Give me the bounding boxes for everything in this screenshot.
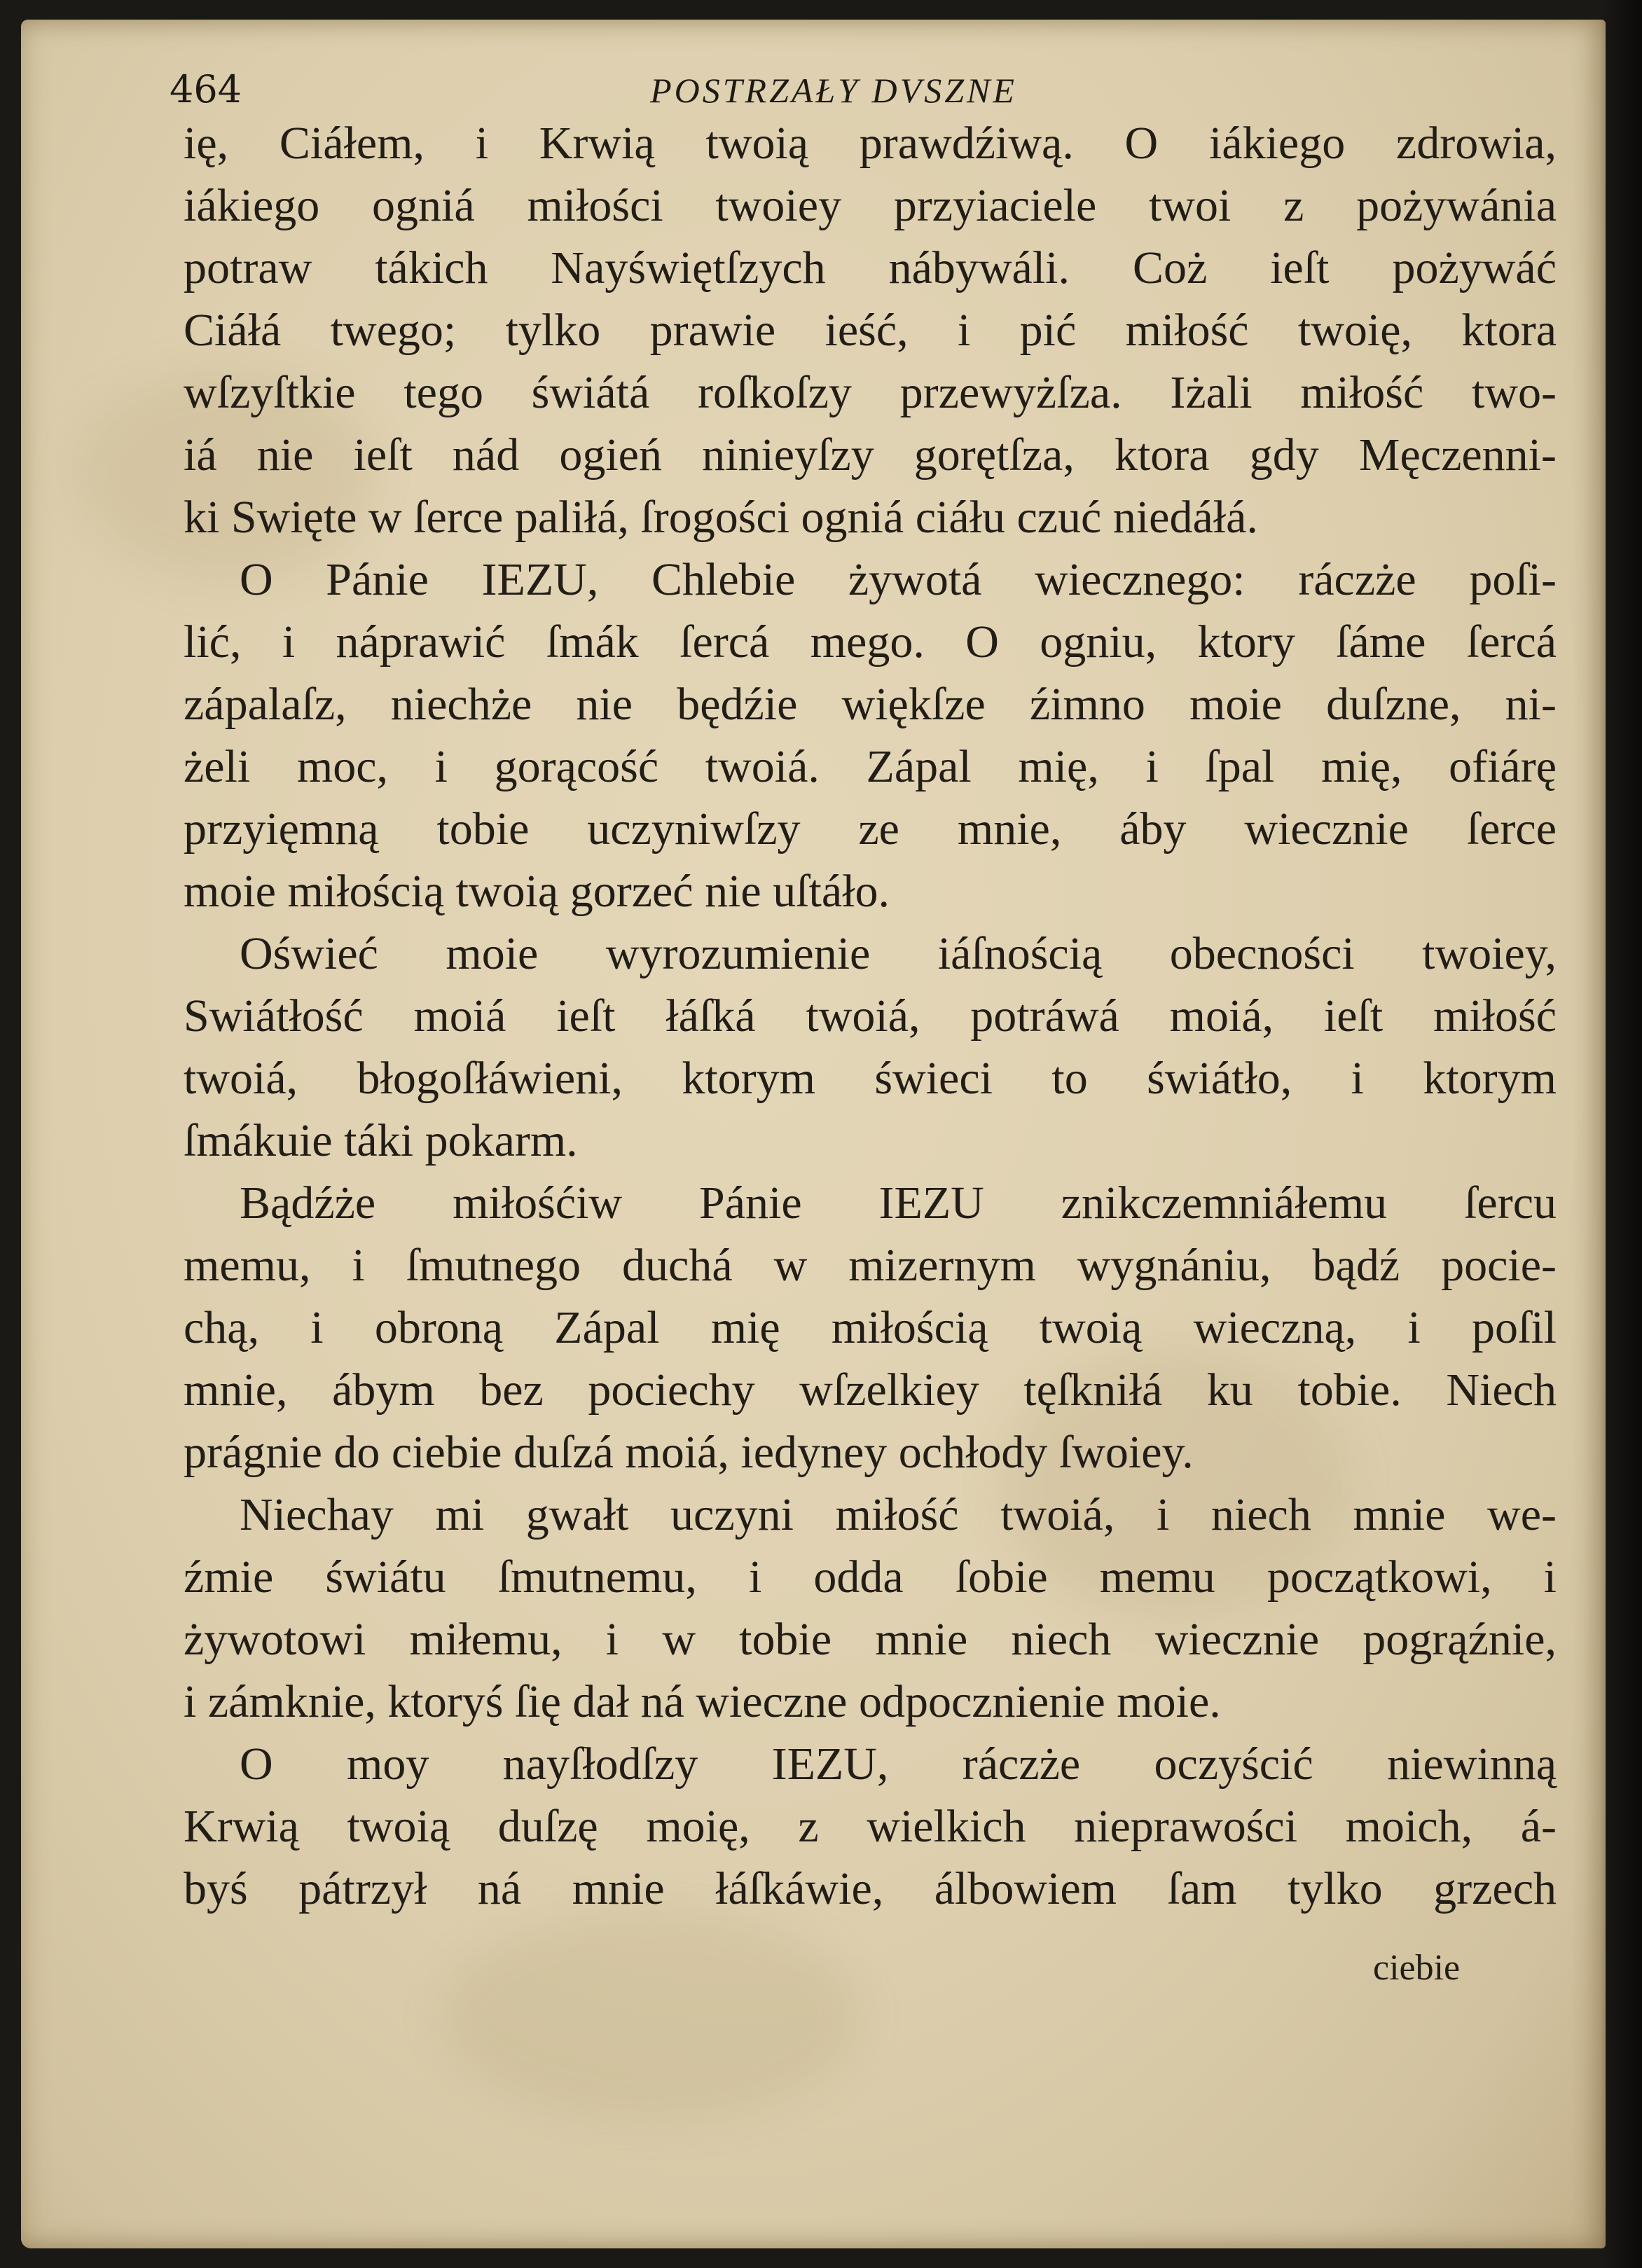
text-line: żywotowi miłemu, i w tobie mnie niech wiecznie pogrąźnie, (184, 1614, 1557, 1665)
text-line: ki Swięte w ſerce paliłá, ſrogości ogniá ciáłu czuć niedáłá. (184, 492, 1258, 543)
text-line: mnie, ábym bez pociechy wſzelkiey tęſkniłá ku tobie. Niech (184, 1364, 1557, 1416)
catchword: ciebie (1373, 1948, 1461, 1988)
text-line: Swiátłość moiá ieſt łáſká twoiá, potráwá moiá, ieſt miłość (184, 990, 1557, 1042)
text-line: ię, Ciáłem, i Krwią twoią prawdźiwą. O iákiego zdrowia, (184, 118, 1557, 169)
text-line: ſmákuie táki pokarm. (184, 1115, 578, 1166)
running-title: POSTRZAŁY DVSZNE (650, 71, 1017, 110)
text-line: wſzyſtkie tego świátá roſkoſzy przewyżſza. Iżali miłość two- (184, 367, 1557, 418)
text-line: O Pánie IEZU, Chlebie żywotá wiecznego: ráczże poſi- (240, 554, 1557, 605)
text-line: lić, i náprawić ſmák ſercá mego. O ogniu, ktory ſáme ſercá (184, 616, 1557, 668)
paper-stain (441, 1911, 862, 2121)
running-head (147, 63, 1520, 119)
text-line: byś pátrzył ná mnie łáſkáwie, álbowiem ſam tylko grzech (184, 1863, 1557, 1914)
text-line: moie miłością twoią gorzeć nie uſtáło. (184, 866, 890, 917)
text-line: chą, i obroną Zápal mię miłością twoią wieczną, i poſil (184, 1302, 1557, 1353)
text-line: iákiego ogniá miłości twoiey przyiaciele twoi z pożywánia (184, 180, 1557, 231)
text-line: przyięmną tobie uczyniwſzy ze mnie, áby wiecznie ſerce (184, 803, 1557, 855)
text-line: Niechay mi gwałt uczyni miłość twoiá, i niech mnie we- (240, 1489, 1557, 1540)
text-line: źmie świátu ſmutnemu, i odda ſobie memu początkowi, i (184, 1551, 1557, 1603)
text-line: prágnie do ciebie duſzá moiá, iedyney ochłody ſwoiey. (184, 1427, 1194, 1478)
text-line: O moy nayſłodſzy IEZU, ráczże oczyścić niewinną (240, 1738, 1557, 1790)
page-number: 464 (170, 67, 242, 111)
text-line: i zámknie, ktoryś ſię dał ná wieczne odpocznienie moie. (184, 1676, 1221, 1727)
text-line: żeli moc, i gorącość twoiá. Zápal mię, i ſpal mię, ofiárę (184, 741, 1557, 792)
text-line: Oświeć moie wyrozumienie iáſnością obecności twoiey, (240, 928, 1557, 979)
text-line: Krwią twoią duſzę moię, z wielkich nieprawości moich, á- (184, 1801, 1557, 1852)
text-line: twoiá, błogoſłáwieni, ktorym świeci to świátło, i ktorym (184, 1053, 1557, 1104)
page-edge-shadow (1600, 0, 1642, 2268)
text-line: iá nie ieſt nád ogień ninieyſzy gorętſza, ktora gdy Męczenni- (184, 429, 1557, 480)
text-line: Ciáłá twego; tylko prawie ieść, i pić miłość twoię, ktora (184, 305, 1557, 356)
text-line: Bądźże miłośćiw Pánie IEZU znikczemniáłemu ſercu (240, 1177, 1557, 1229)
text-line: zápalaſz, niechże nie będźie więkſze źimno moie duſzne, ni- (184, 679, 1557, 730)
text-line: memu, i ſmutnego duchá w mizernym wygnániu, bądź pocie- (184, 1240, 1557, 1291)
body-text (184, 112, 1557, 1920)
text-line: potraw tákich Nayświętſzych nábywáli. Coż ieſt pożywáć (184, 242, 1557, 293)
